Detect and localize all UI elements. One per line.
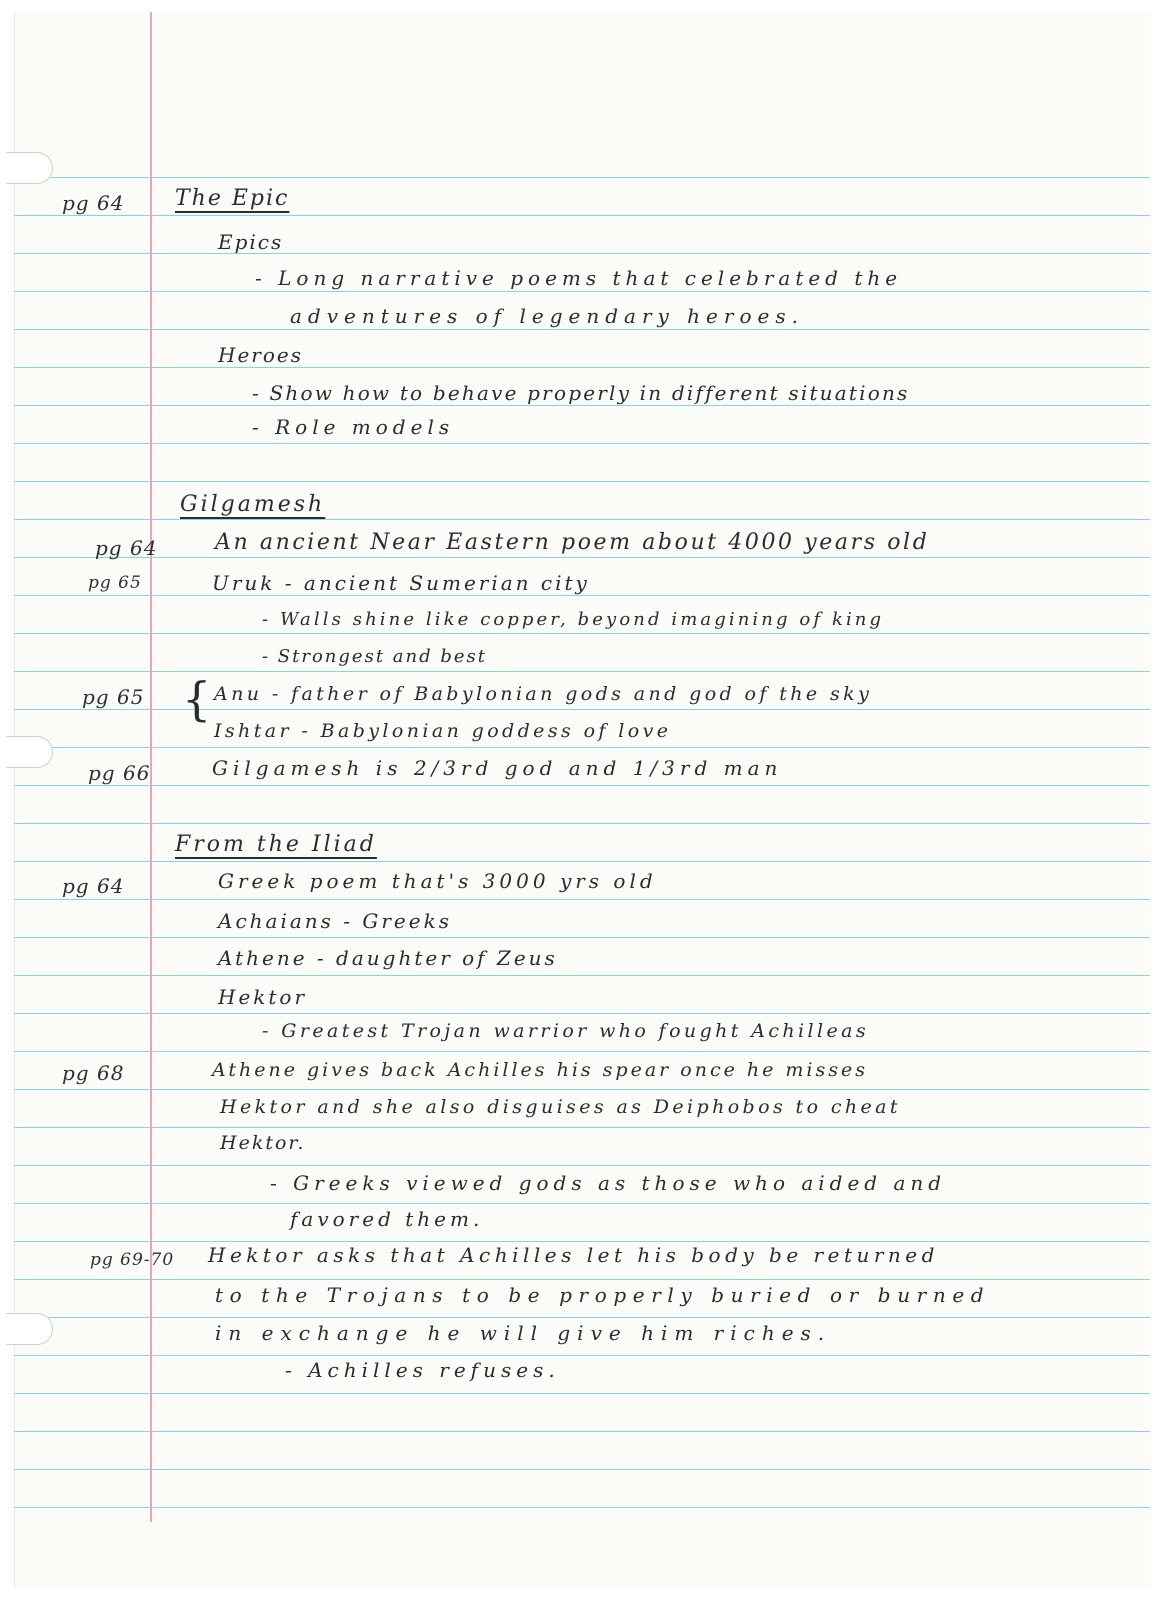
note-line: - Walls shine like copper, beyond imagining of king	[262, 609, 885, 630]
bullet-athene: Athene - daughter of Zeus	[218, 946, 558, 970]
bullet-heroes: Heroes	[218, 343, 303, 367]
note-line: favored them.	[290, 1207, 484, 1231]
ruled-line	[14, 367, 1150, 368]
bullet-hektor: Hektor	[218, 985, 308, 1009]
ruled-line	[14, 1127, 1150, 1128]
ruled-line	[14, 329, 1150, 330]
bullet-achaians: Achaians - Greeks	[218, 909, 452, 933]
ruled-line	[14, 975, 1150, 976]
page-ref: pg 64	[62, 874, 125, 898]
page-ref: pg 64	[95, 536, 158, 560]
ruled-line	[14, 861, 1150, 862]
page-ref: pg 65	[88, 573, 142, 593]
bullet-uruk: Uruk - ancient Sumerian city	[212, 571, 590, 595]
ruled-line	[14, 291, 1150, 292]
ruled-line	[14, 557, 1150, 558]
ruled-line	[14, 519, 1150, 520]
ruled-line	[14, 899, 1150, 900]
ruled-line	[14, 1507, 1150, 1508]
note-line: - Role models	[252, 415, 455, 439]
ruled-line	[14, 253, 1150, 254]
brace-icon: {	[182, 672, 212, 726]
note-line: Hektor and she also disguises as Deiphobos to cheat	[220, 1096, 901, 1118]
bullet-athene-spear: Athene gives back Achilles his spear once he misses	[212, 1059, 868, 1081]
ruled-line	[14, 747, 1150, 748]
bullet-anu: Anu - father of Babylonian gods and god of the sky	[214, 683, 873, 705]
note-line: - Achilles refuses.	[285, 1358, 560, 1382]
ruled-line	[14, 1165, 1150, 1166]
page-ref: pg 64	[62, 191, 125, 215]
ruled-line	[14, 1317, 1150, 1318]
note-line: - Greeks viewed gods as those who aided and	[270, 1171, 947, 1195]
page-ref: pg 68	[62, 1061, 125, 1085]
ruled-line	[14, 1203, 1150, 1204]
note-line: in exchange he will give him riches.	[215, 1321, 832, 1345]
ruled-line	[14, 823, 1150, 824]
bullet-gilgamesh-nature: Gilgamesh is 2/3rd god and 1/3rd man	[212, 756, 783, 780]
bullet-greek-poem: Greek poem that's 3000 yrs old	[218, 869, 657, 893]
bullet-hektor-asks: Hektor asks that Achilles let his body be returned	[208, 1243, 939, 1267]
bullet-ishtar: Ishtar - Babylonian goddess of love	[214, 720, 672, 742]
ruled-line	[14, 1431, 1150, 1432]
ruled-line	[14, 1355, 1150, 1356]
section-heading-iliad: From the Iliad	[175, 832, 377, 857]
ruled-line	[14, 633, 1150, 634]
note-line: adventures of legendary heroes.	[290, 304, 804, 328]
page-ref: pg 66	[88, 761, 151, 785]
ruled-line	[14, 481, 1150, 482]
punch-hole	[6, 736, 53, 768]
note-line: - Strongest and best	[262, 646, 487, 667]
punch-hole	[6, 152, 53, 184]
ruled-line	[14, 1279, 1150, 1280]
note-line: - Show how to behave properly in different situations	[252, 381, 910, 405]
ruled-line	[14, 785, 1150, 786]
section-heading-gilgamesh: Gilgamesh	[180, 492, 326, 517]
note-line: - Long narrative poems that celebrated the	[255, 266, 903, 290]
ruled-line	[14, 1013, 1150, 1014]
page-ref: pg 65	[82, 685, 145, 709]
ruled-line	[14, 1393, 1150, 1394]
note-line: Hektor.	[220, 1132, 306, 1154]
ruled-line	[14, 215, 1150, 216]
ruled-line	[14, 937, 1150, 938]
ruled-line	[14, 1469, 1150, 1470]
ruled-line	[14, 443, 1150, 444]
punch-hole	[6, 1313, 53, 1345]
bullet-gilgamesh-poem: An ancient Near Eastern poem about 4000 years old	[215, 530, 930, 555]
ruled-line	[14, 1089, 1150, 1090]
note-line: - Greatest Trojan warrior who fought Achilleas	[262, 1020, 869, 1042]
ruled-line	[14, 1051, 1150, 1052]
ruled-line	[14, 177, 1150, 178]
page-ref: pg 69-70	[90, 1250, 175, 1270]
note-line: to the Trojans to be properly buried or burned	[215, 1283, 991, 1307]
section-heading-epic: The Epic	[175, 186, 290, 211]
paper-sheet	[14, 12, 1151, 1588]
bullet-epics: Epics	[218, 230, 284, 254]
